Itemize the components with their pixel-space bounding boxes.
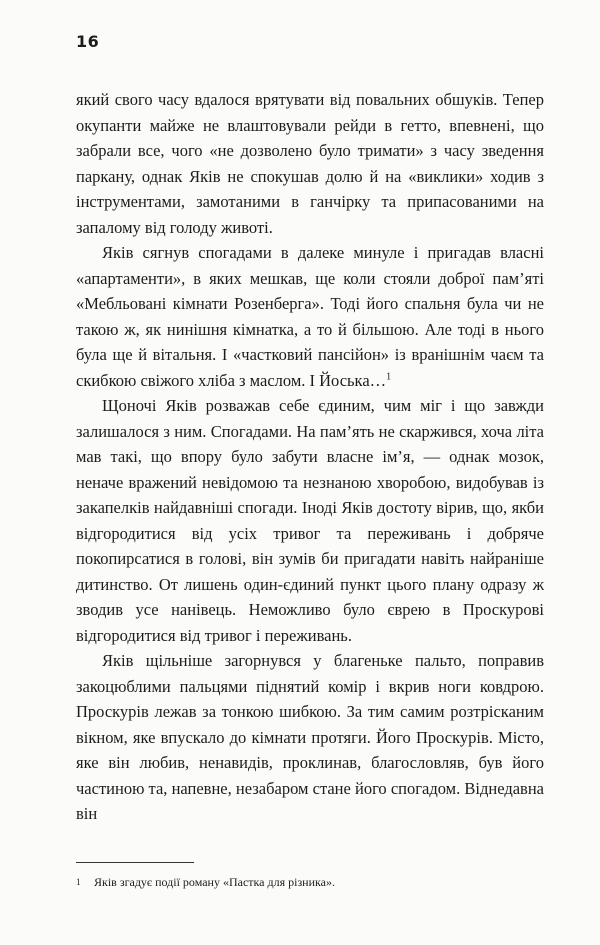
footnote-number: 1 — [76, 877, 81, 887]
body-text — [76, 87, 544, 827]
footnote-reference[interactable]: 1 — [386, 371, 392, 382]
footnote-text: Яків згадує події роману «Пастка для різника». — [94, 875, 336, 889]
paragraph-4: Яків щільніше загорнувся у благеньке пальто, поправив закоцюблими пальцями піднятий комір і вкрив ноги ковдрою. Проскурів лежав за тонкою шибкою. За тим самим розтрісканим вікном, яке впускало до кімнати протяги. Його Проскурів. Місто, яке він любив, ненавидів, проклинав, благословляв, був його частиною та, напевне, незабаром стане його спогадом. Віднедавна він — [76, 651, 544, 823]
paragraph-3: Щоночі Яків розважав себе єдиним, чим міг і що завжди залишалося з ним. Спогадами. На пам’ять не скаржився, хоча літа мав такі, що впору було забути власне ім’я, — однак мозок, неначе вражений невідомою та незнаною хворобою, видобував із закапелків найдавніші спогади. Іноді Яків достоту вірив, що, якби відгородитися від усіх тривог та переживань і добряче покопирсатися в голові, він зумів би пригадати навіть найраніше дитинство. От лишень один-єдиний пункт цього плану одразу ж зводив усе нанівець. Неможливо було єврею в Проскурові відгородитися від тривог і переживань. — [76, 396, 544, 645]
paragraph-1: який свого часу вдалося врятувати від повальних обшуків. Тепер окупанти майже не влаштовували рейди в гетто, впевнені, що забрали все, чого «не дозволено було тримати» з часу зведення паркану, однак Яків не спокушав долю й на «виклики» ходив з інструментами, замотаними в ганчірку та припасованими на запалому від голоду животі. — [76, 90, 544, 237]
paragraph-2-text: Яків сягнув спогадами в далеке минуле і пригадав власні «апартаменти», в яких мешкав, ще коли стояли доброї пам’яті «Мебльовані кімнати Розенберга». Тоді його спальня була чи не такою ж, як нинішня кімнатка, а то й більшою. Але тоді в нього була ще й вітальня. І «частковий пансійон» із вранішнім чаєм та скибкою свіжого хліба з маслом. І Йоська… — [76, 243, 544, 390]
footnote — [76, 874, 544, 890]
page-number: 16 — [76, 32, 100, 51]
paragraph-2 — [76, 240, 544, 393]
footnote-divider — [76, 862, 194, 863]
